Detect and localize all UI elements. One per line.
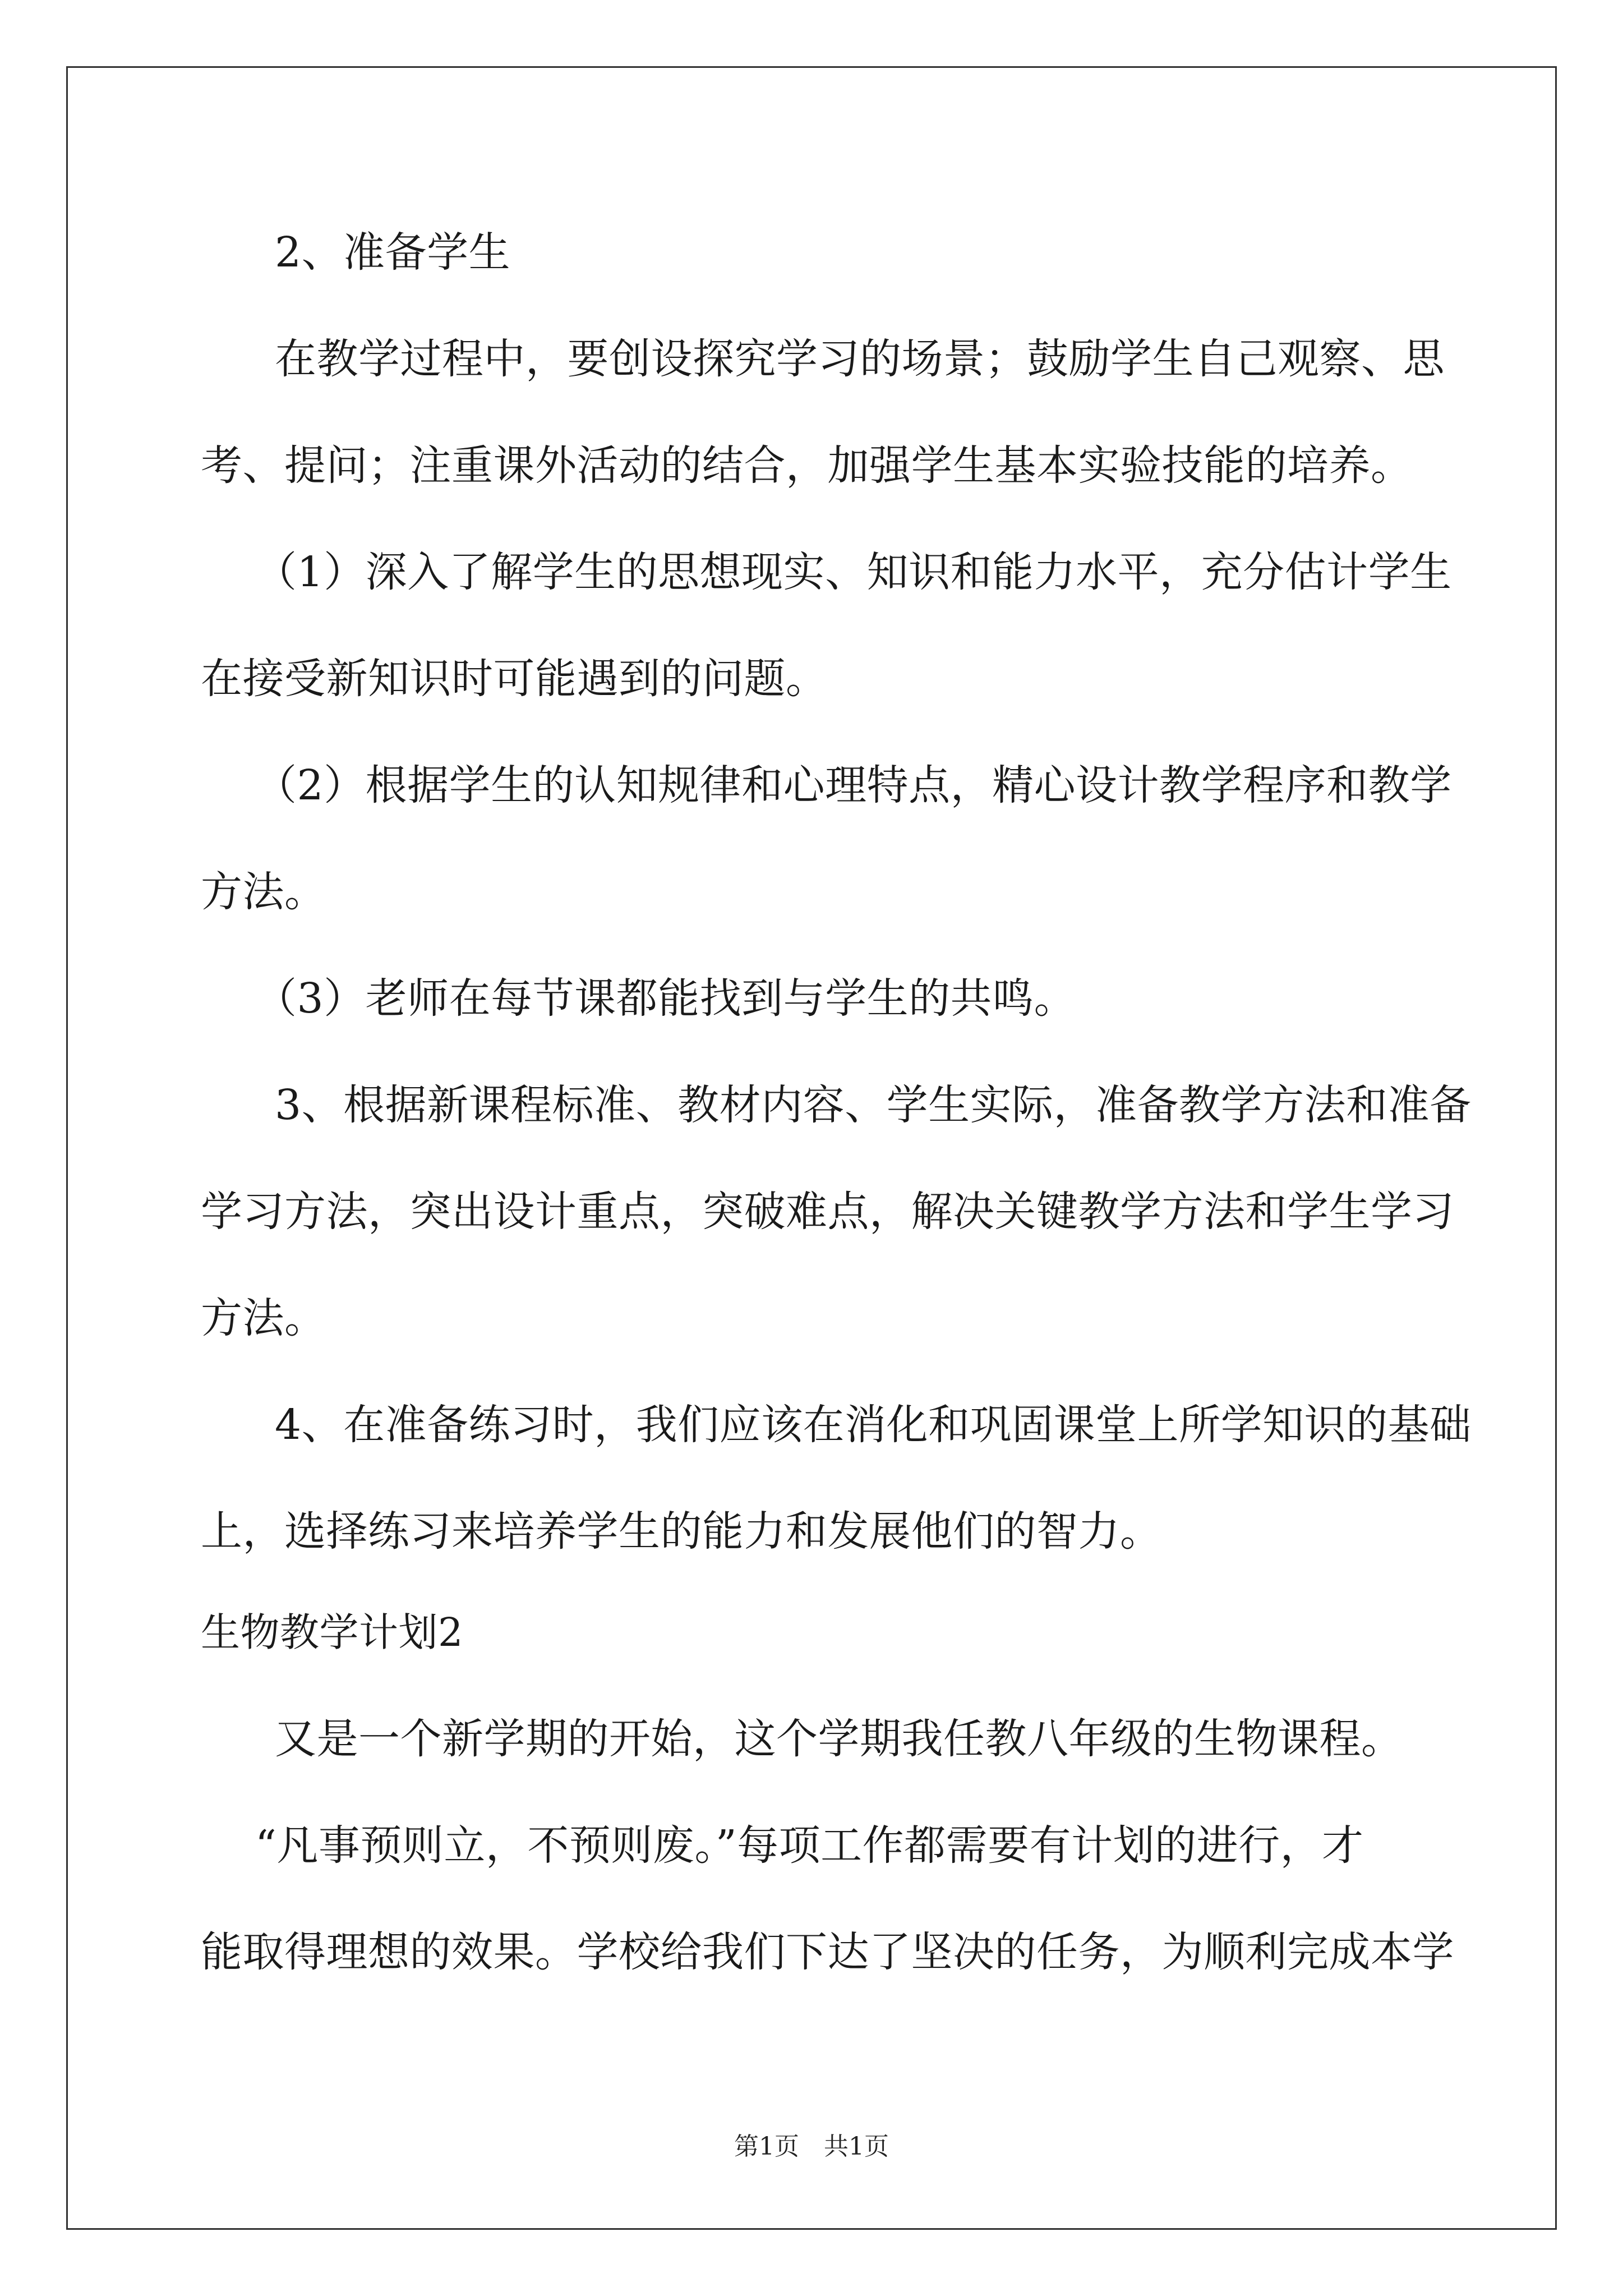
paragraph-line: 学习方法，突出设计重点，突破难点，解决关键教学方法和学生学习 bbox=[201, 1188, 1454, 1236]
paragraph-line: （2）根据学生的认知规律和心理特点，精心设计教学程序和教学 bbox=[255, 761, 1452, 809]
paragraph-line: 3、根据新课程标准、教材内容、学生实际，准备教学方法和准备 bbox=[275, 1081, 1472, 1129]
paragraph-line: 又是一个新学期的开始，这个学期我任教八年级的生物课程。 bbox=[275, 1715, 1403, 1763]
paragraph-line: （3）老师在每节课都能找到与学生的共鸣。 bbox=[255, 974, 1076, 1023]
section-heading-prepare-students: 2、准备学生 bbox=[275, 228, 511, 277]
paragraph-line: 在教学过程中，要创设探究学习的场景；鼓励学生自己观察、思 bbox=[275, 335, 1445, 383]
page-border bbox=[66, 66, 1557, 2230]
section-title-biology-plan-2: 生物教学计划2 bbox=[201, 1609, 464, 1655]
paragraph-line: “凡事预则立，不预则废。”每项工作都需要有计划的进行，才 bbox=[255, 1821, 1364, 1870]
paragraph-line: 4、在准备练习时，我们应该在消化和巩固课堂上所学知识的基础 bbox=[275, 1401, 1472, 1449]
paragraph-line: 方法。 bbox=[201, 868, 326, 916]
paragraph-line: 考、提问；注重课外活动的结合，加强学生基本实验技能的培养。 bbox=[201, 441, 1413, 490]
paragraph-line: 能取得理想的效果。学校给我们下达了坚决的任务，为顺利完成本学 bbox=[201, 1928, 1454, 1976]
paragraph-line: 上，选择练习来培养学生的能力和发展他们的智力。 bbox=[201, 1507, 1162, 1556]
page-footer: 第1页 共1页 bbox=[734, 2132, 889, 2161]
paragraph-line: 在接受新知识时可能遇到的问题。 bbox=[201, 655, 828, 703]
paragraph-line: 方法。 bbox=[201, 1294, 326, 1342]
paragraph-line: （1）深入了解学生的思想现实、知识和能力水平，充分估计学生 bbox=[255, 548, 1452, 596]
